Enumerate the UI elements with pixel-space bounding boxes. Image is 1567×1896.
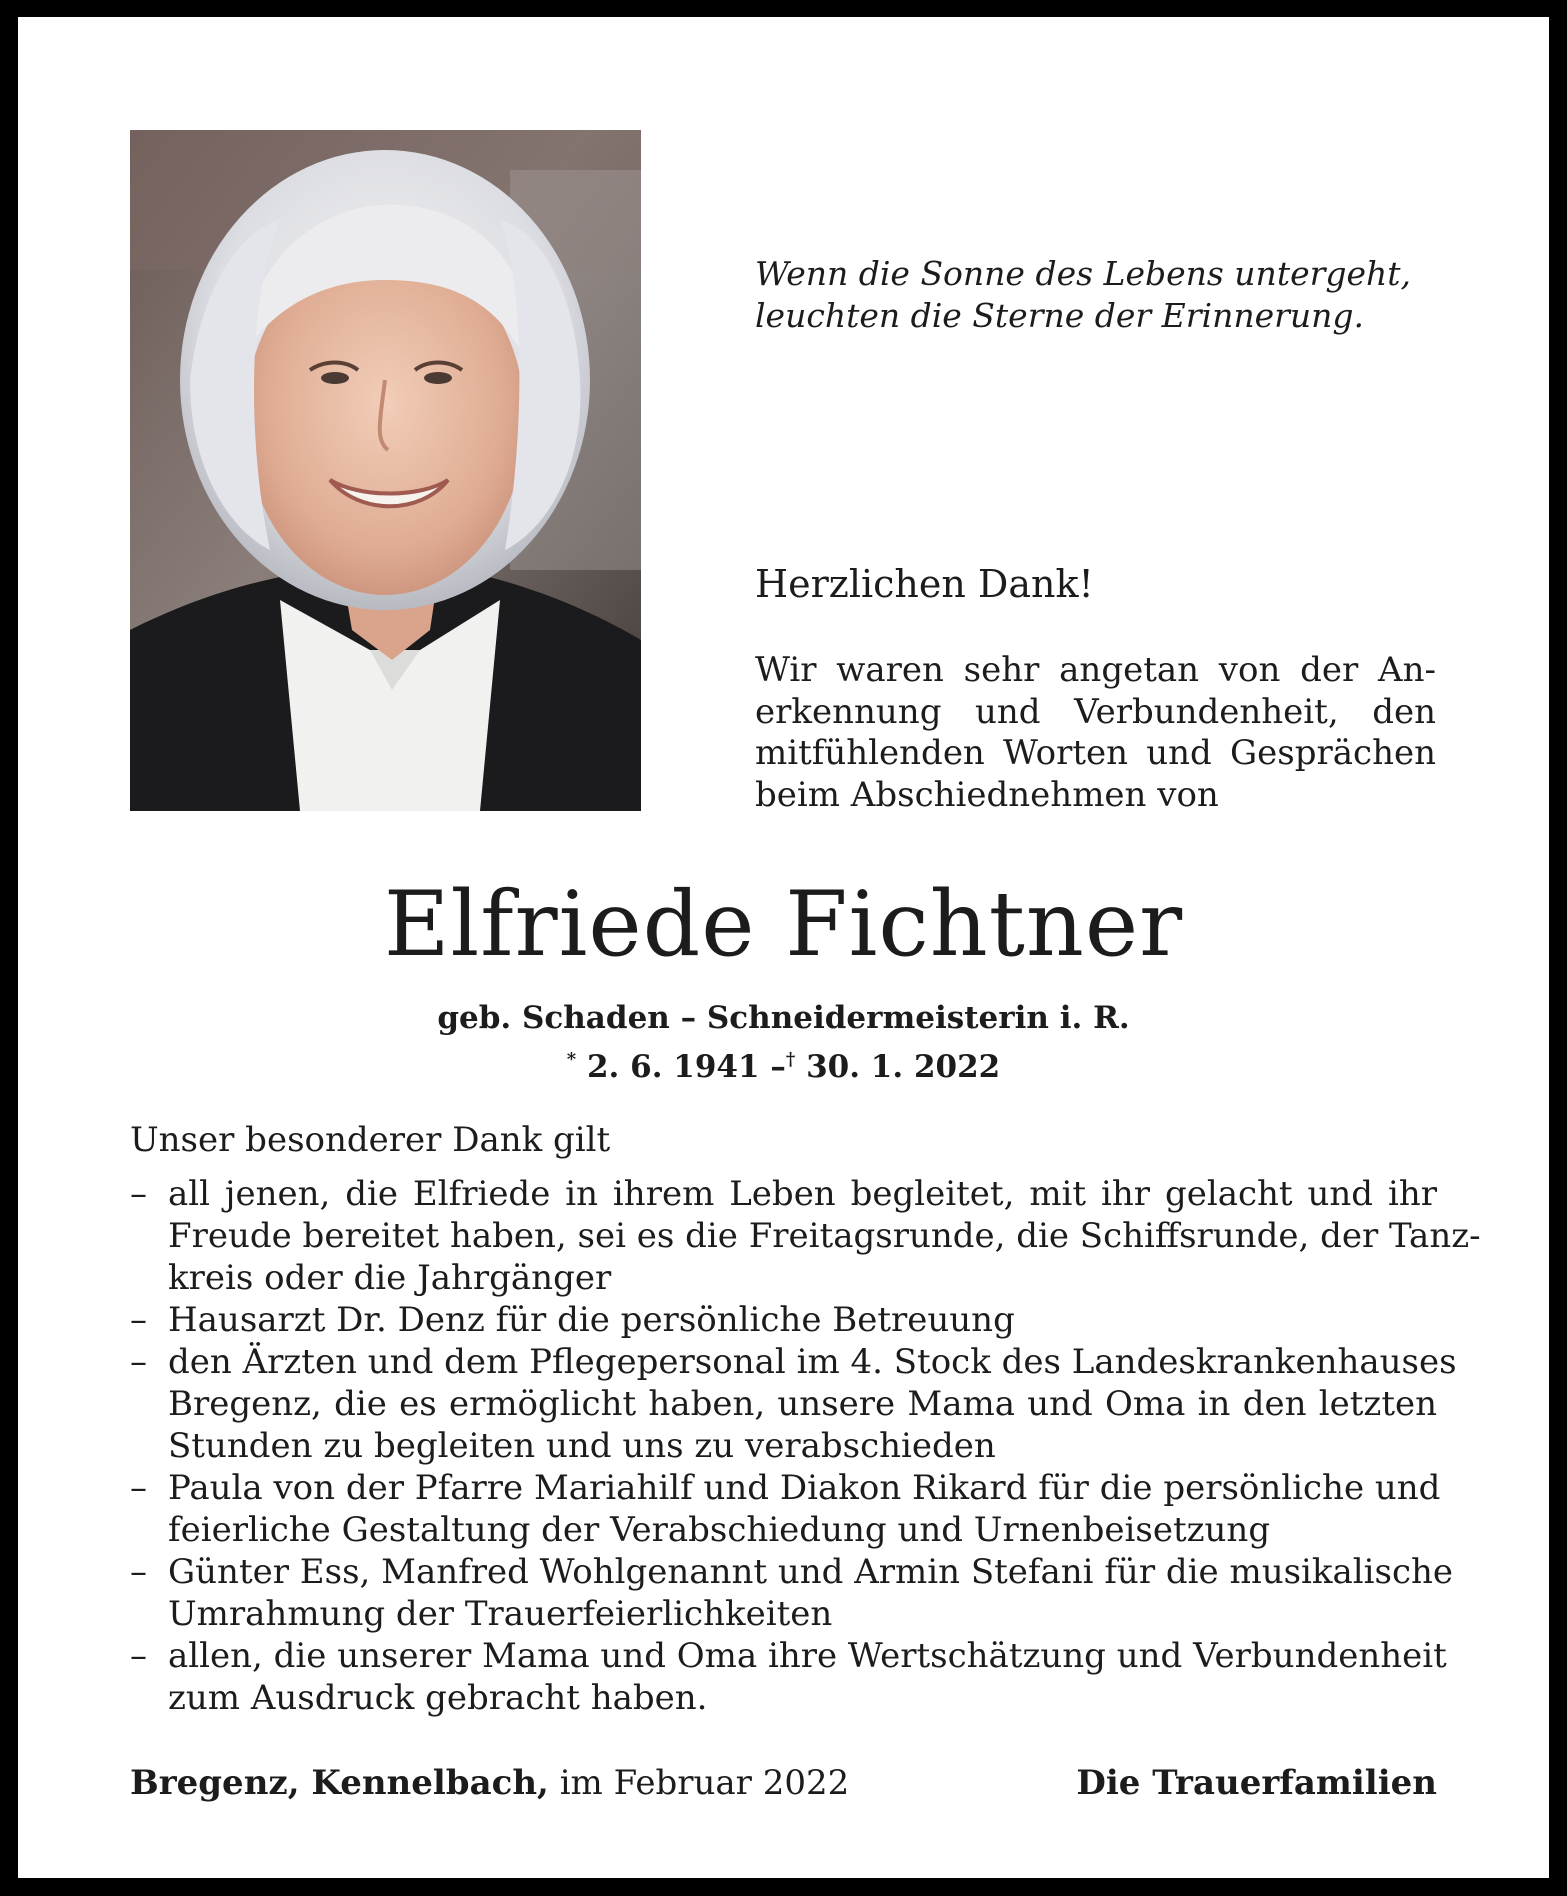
list-item-line: Bregenz, die es ermöglicht haben, unsere Mama und Oma in den letzten (168, 1384, 1437, 1424)
motto-line: Wenn die Sonne des Lebens untergeht, (755, 254, 1412, 293)
list-item (130, 1635, 1447, 1719)
thanks-title: Herzlichen Dank! (755, 562, 1094, 606)
list-item (130, 1299, 1437, 1341)
list-item (130, 1467, 1441, 1551)
deceased-subtitle: geb. Schaden – Schneidermeisterin i. R. (437, 1000, 1130, 1036)
death-date: 30. 1. 2022 (806, 1049, 1001, 1085)
list-item (130, 1551, 1454, 1635)
birth-symbol: * (566, 1049, 577, 1070)
list-item-line: allen, die unserer Mama und Oma ihre Wertschätzung und Verbundenheit (168, 1636, 1447, 1676)
life-dates (0, 1040, 1567, 1087)
list-item-line: den Ärzten und dem Pflegepersonal im 4. Stock des Landeskrankenhauses (168, 1342, 1457, 1382)
thanks-list-intro: Unser besonderer Dank gilt (130, 1120, 611, 1160)
signature: Die Trauerfamilien (1076, 1763, 1437, 1803)
intro-line: beim Abschiednehmen von (755, 774, 1219, 815)
thanks-list (130, 1173, 1481, 1719)
list-item-line: Freude bereitet haben, sei es die Freitagsrunde, die Schiffsrunde, der Tanz- (168, 1216, 1481, 1256)
list-item-line: all jenen, die Elfriede in ihrem Leben begleitet, mit ihr gelacht und ihr (168, 1174, 1437, 1214)
list-item-line: Paula von der Pfarre Mariahilf und Diakon Rikard für die persönliche und (168, 1468, 1441, 1508)
motto-quote (755, 253, 1455, 337)
deceased-name: Elfriede Fichtner (383, 872, 1184, 977)
list-item-line: Günter Ess, Manfred Wohlgenannt und Armin Stefani für die musikalische (168, 1552, 1454, 1592)
list-item-line: Stunden zu begleiten und uns zu verabschieden (168, 1426, 996, 1466)
intro-line: mitfühlenden Worten und Gesprächen (755, 733, 1436, 773)
list-item-line: Umrahmung der Trauerfeierlichkeiten (168, 1594, 833, 1634)
bullet-dash: – (130, 1636, 147, 1676)
date: im Februar 2022 (559, 1763, 850, 1803)
bullet-dash: – (130, 1468, 147, 1508)
bullet-dash: – (130, 1300, 147, 1340)
death-symbol: † (785, 1049, 796, 1070)
list-item-line: kreis oder die Jahrgänger (168, 1258, 612, 1298)
list-item (130, 1341, 1457, 1467)
motto-line: leuchten die Sterne der Erinnerung. (755, 296, 1365, 335)
bullet-dash: – (130, 1174, 147, 1214)
bullet-dash: – (130, 1552, 147, 1592)
portrait-photo (130, 130, 641, 811)
place: Bregenz, Kennelbach, (130, 1763, 549, 1803)
list-item-line: zum Ausdruck gebracht haben. (168, 1678, 708, 1718)
place-and-date (130, 1762, 849, 1804)
intro-line: Wir waren sehr angetan von der An- (755, 650, 1436, 690)
list-item-line: Hausarzt Dr. Denz für die persönliche Betreuung (168, 1300, 1015, 1340)
list-item-line: feierliche Gestaltung der Verabschiedung und Urnenbeisetzung (168, 1510, 1271, 1550)
list-item (130, 1173, 1481, 1299)
bullet-dash: – (130, 1342, 147, 1382)
intro-paragraph (755, 650, 1436, 816)
birth-date: 2. 6. 1941 – (586, 1049, 786, 1085)
intro-line: erkennung und Verbundenheit, den (755, 691, 1436, 732)
